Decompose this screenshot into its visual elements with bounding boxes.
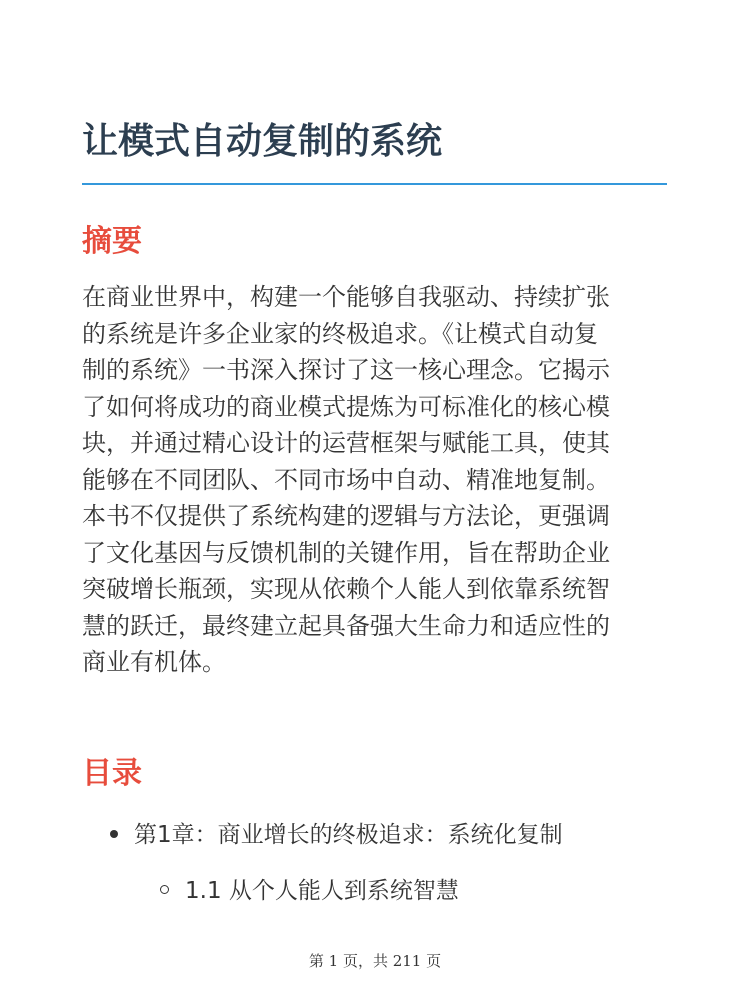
- toc-chapter-label: 第1章：商业增长的终极追求：系统化复制: [134, 822, 563, 848]
- title-divider: [82, 183, 667, 185]
- abstract-paragraph: [82, 279, 682, 681]
- abstract-line: 商业有机体。: [82, 648, 226, 676]
- toc-section-label: 1.1 从个人能人到系统智慧: [185, 878, 459, 904]
- page-footer: 第 1 页，共 211 页: [308, 952, 442, 970]
- abstract-line: 了文化基因与反馈机制的关键作用，旨在帮助企业: [82, 538, 610, 567]
- bullet-disc-icon: [110, 830, 118, 838]
- document-title: 让模式自动复制的系统: [82, 121, 443, 162]
- toc-item-section-1-1[interactable]: [160, 874, 459, 908]
- abstract-line: 慧的跃迁，最终建立起具备强大生命力和适应性的: [82, 611, 610, 640]
- abstract-line: 突破增长瓶颈，实现从依赖个人能人到依靠系统智: [82, 575, 610, 603]
- toc-heading: 目录: [82, 756, 142, 791]
- abstract-line: 的系统是许多企业家的终极追求。《让模式自动复: [82, 319, 598, 348]
- toc-item-chapter-1[interactable]: [110, 818, 563, 852]
- abstract-line: 块，并通过精心设计的运营框架与赋能工具，使其: [82, 429, 610, 457]
- abstract-line: 了如何将成功的商业模式提炼为可标准化的核心模: [82, 392, 610, 421]
- abstract-line: 本书不仅提供了系统构建的逻辑与方法论，更强调: [82, 502, 610, 530]
- abstract-line: 制的系统》一书深入探讨了这一核心理念。它揭示: [82, 356, 610, 384]
- abstract-line: 能够在不同团队、不同市场中自动、精准地复制。: [82, 465, 610, 494]
- abstract-heading: 摘要: [82, 224, 142, 259]
- bullet-circle-icon: [160, 885, 169, 894]
- abstract-line: 在商业世界中，构建一个能够自我驱动、持续扩张: [82, 283, 610, 311]
